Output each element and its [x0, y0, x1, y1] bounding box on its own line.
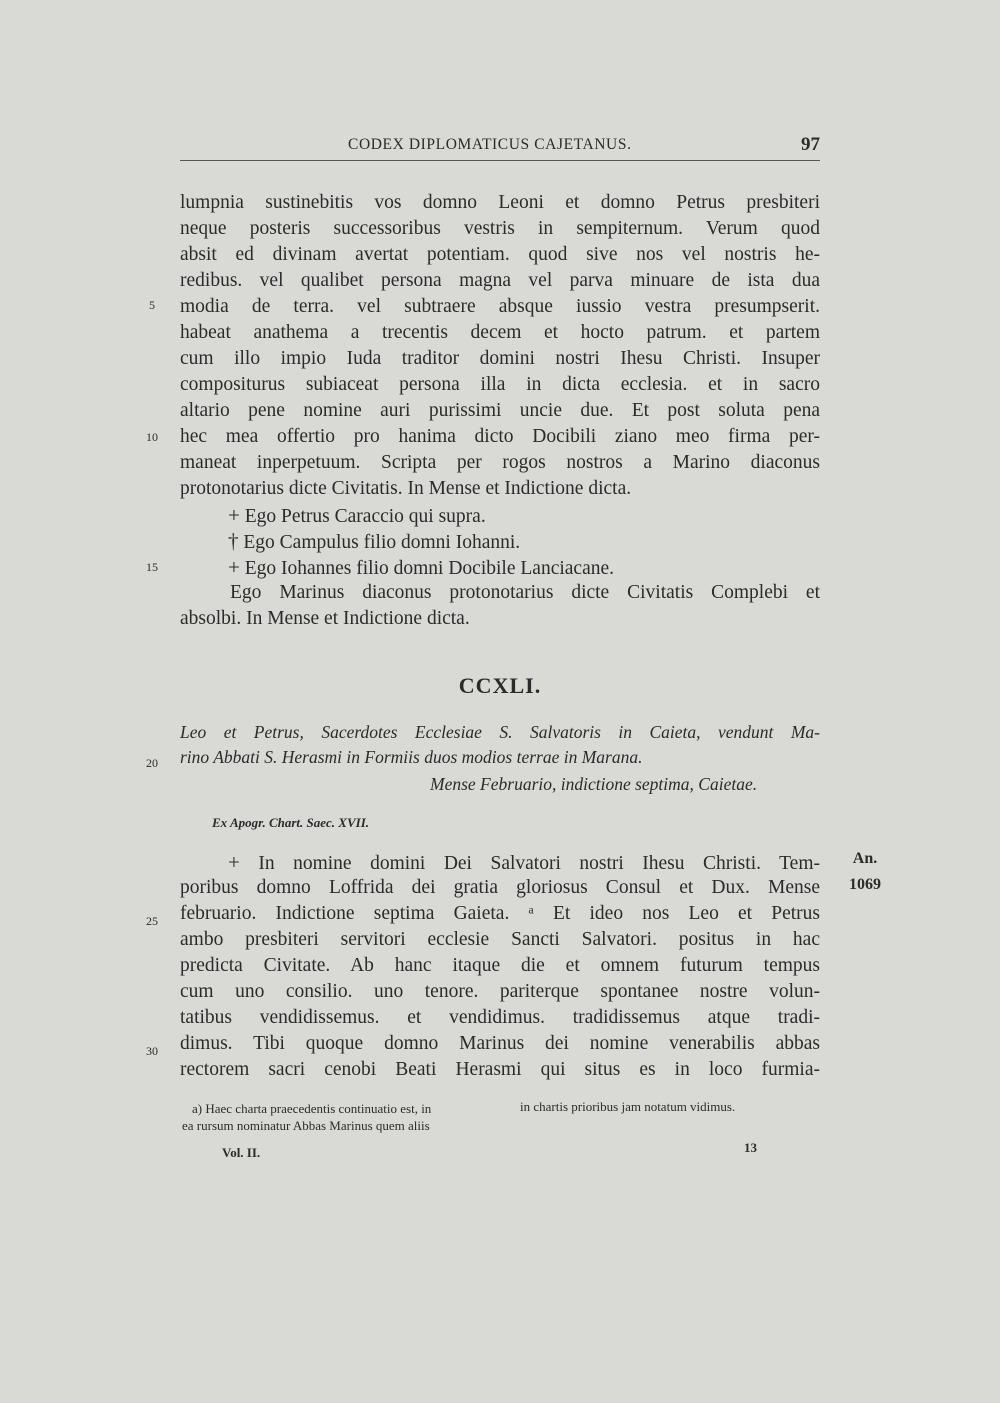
footnote-line: a) Haec charta praecedentis continuatio est, in	[192, 1101, 432, 1116]
text-line: cum illo impio Iuda traditor domini nostri Ihesu Christi. Insuper	[180, 348, 820, 369]
text-line: ambo presbiteri servitori ecclesie Sancti Salvatori. positus in hac	[180, 929, 820, 950]
text-line: Ego Marinus diaconus protonotarius dicte Civitatis Complebi et	[230, 582, 820, 603]
text-line: compositurus subiaceat persona illa in dicta ecclesia. et in sacro	[180, 374, 820, 395]
text-line: maneat inperpetuum. Scripta per rogos nostros a Marino diaconus	[180, 452, 820, 473]
text-line: cum uno consilio. uno tenore. pariterque spontanee nostre volun-	[180, 981, 820, 1002]
subscription-line	[228, 555, 820, 581]
line-number: 20	[146, 756, 158, 770]
text-line: altario pene nomine auri purissimi uncie due. Et post soluta pena	[180, 400, 820, 421]
text-line: tatibus vendidissemus. et vendidimus. tradidissemus atque tradi-	[180, 1007, 820, 1028]
footnote-line: ea rursum nominatur Abbas Marinus quem aliis	[182, 1118, 430, 1133]
page-header	[180, 134, 820, 161]
text-line: lumpnia sustinebitis vos domno Leoni et domno Petrus presbiteri	[180, 192, 820, 213]
document-number: CCXLI.	[458, 673, 542, 698]
line-number: 5	[149, 298, 155, 312]
subscription-text: Ego Iohannes filio domni Docibile Lanciacane.	[244, 558, 615, 579]
line-number: 30	[146, 1044, 158, 1058]
subscription-line	[228, 529, 820, 555]
text-line	[228, 850, 820, 876]
cross-icon: +	[228, 850, 240, 874]
text-line: februario. Indictione septima Gaieta. ᵃ Et ideo nos Leo et Petrus	[180, 903, 820, 924]
text-line: absolbi. In Mense et Indictione dicta.	[180, 608, 470, 629]
line-number: 10	[146, 430, 158, 444]
source-note: Ex Apogr. Chart. Saec. XVII.	[212, 815, 370, 830]
margin-year: 1069	[849, 876, 881, 893]
cross-icon: †	[228, 529, 239, 553]
subscription-text: Ego Petrus Caraccio qui supra.	[244, 506, 486, 527]
text-line: rectorem sacri cenobi Beati Herasmi qui situs es in loco furmia-	[180, 1059, 820, 1080]
signature-mark: 13	[744, 1140, 757, 1155]
regest-line: rino Abbati S. Herasmi in Formiis duos modios terrae in Marana.	[180, 747, 643, 767]
footnote-line: in chartis prioribus jam notatum vidimus.	[520, 1099, 736, 1114]
margin-anno: An.	[852, 850, 878, 867]
text-line: predicta Civitate. Ab hanc itaque die et omnem futurum tempus	[180, 955, 820, 976]
regest-date: Mense Februario, indictione septima, Caietae.	[430, 774, 758, 794]
subscription-line	[228, 503, 820, 529]
line-number: 15	[146, 560, 158, 574]
volume-mark: Vol. II.	[222, 1145, 261, 1160]
text-line: dimus. Tibi quoque domno Marinus dei nomine venerabilis abbas	[180, 1033, 820, 1054]
text-line: modia de terra. vel subtraere absque iussio vestra presumpserit.	[180, 296, 820, 317]
subscription-text: Ego Campulus filio domni Iohanni.	[243, 532, 521, 553]
text-line: neque posteris successoribus vestris in sempiternum. Verum quod	[180, 218, 820, 239]
running-title: CODEX DIPLOMATICUS CAJETANUS.	[348, 136, 632, 153]
text-line: poribus domno Loffrida dei gratia gloriosus Consul et Dux. Mense	[180, 877, 820, 898]
text-line-content: In nomine domini Dei Salvatori nostri Ihesu Christi. Tem-	[258, 853, 820, 874]
page-number: 97	[801, 134, 820, 155]
text-line: absit ed divinam avertat potentiam. quod sive nos vel nostris he-	[180, 244, 820, 265]
regest-line: Leo et Petrus, Sacerdotes Ecclesiae S. Salvatoris in Caieta, vendunt Ma-	[180, 722, 820, 742]
line-number: 25	[146, 914, 158, 928]
text-line: habeat anathema a trecentis decem et hocto patrum. et partem	[180, 322, 820, 343]
text-line: redibus. vel qualibet persona magna vel parva minuare de ista dua	[180, 270, 820, 291]
cross-icon: +	[228, 503, 240, 527]
text-line: hec mea offertio pro hanima dicto Docibili ziano meo firma per-	[180, 426, 820, 447]
cross-icon: +	[228, 555, 240, 579]
text-line: protonotarius dicte Civitatis. In Mense et Indictione dicta.	[180, 478, 632, 499]
